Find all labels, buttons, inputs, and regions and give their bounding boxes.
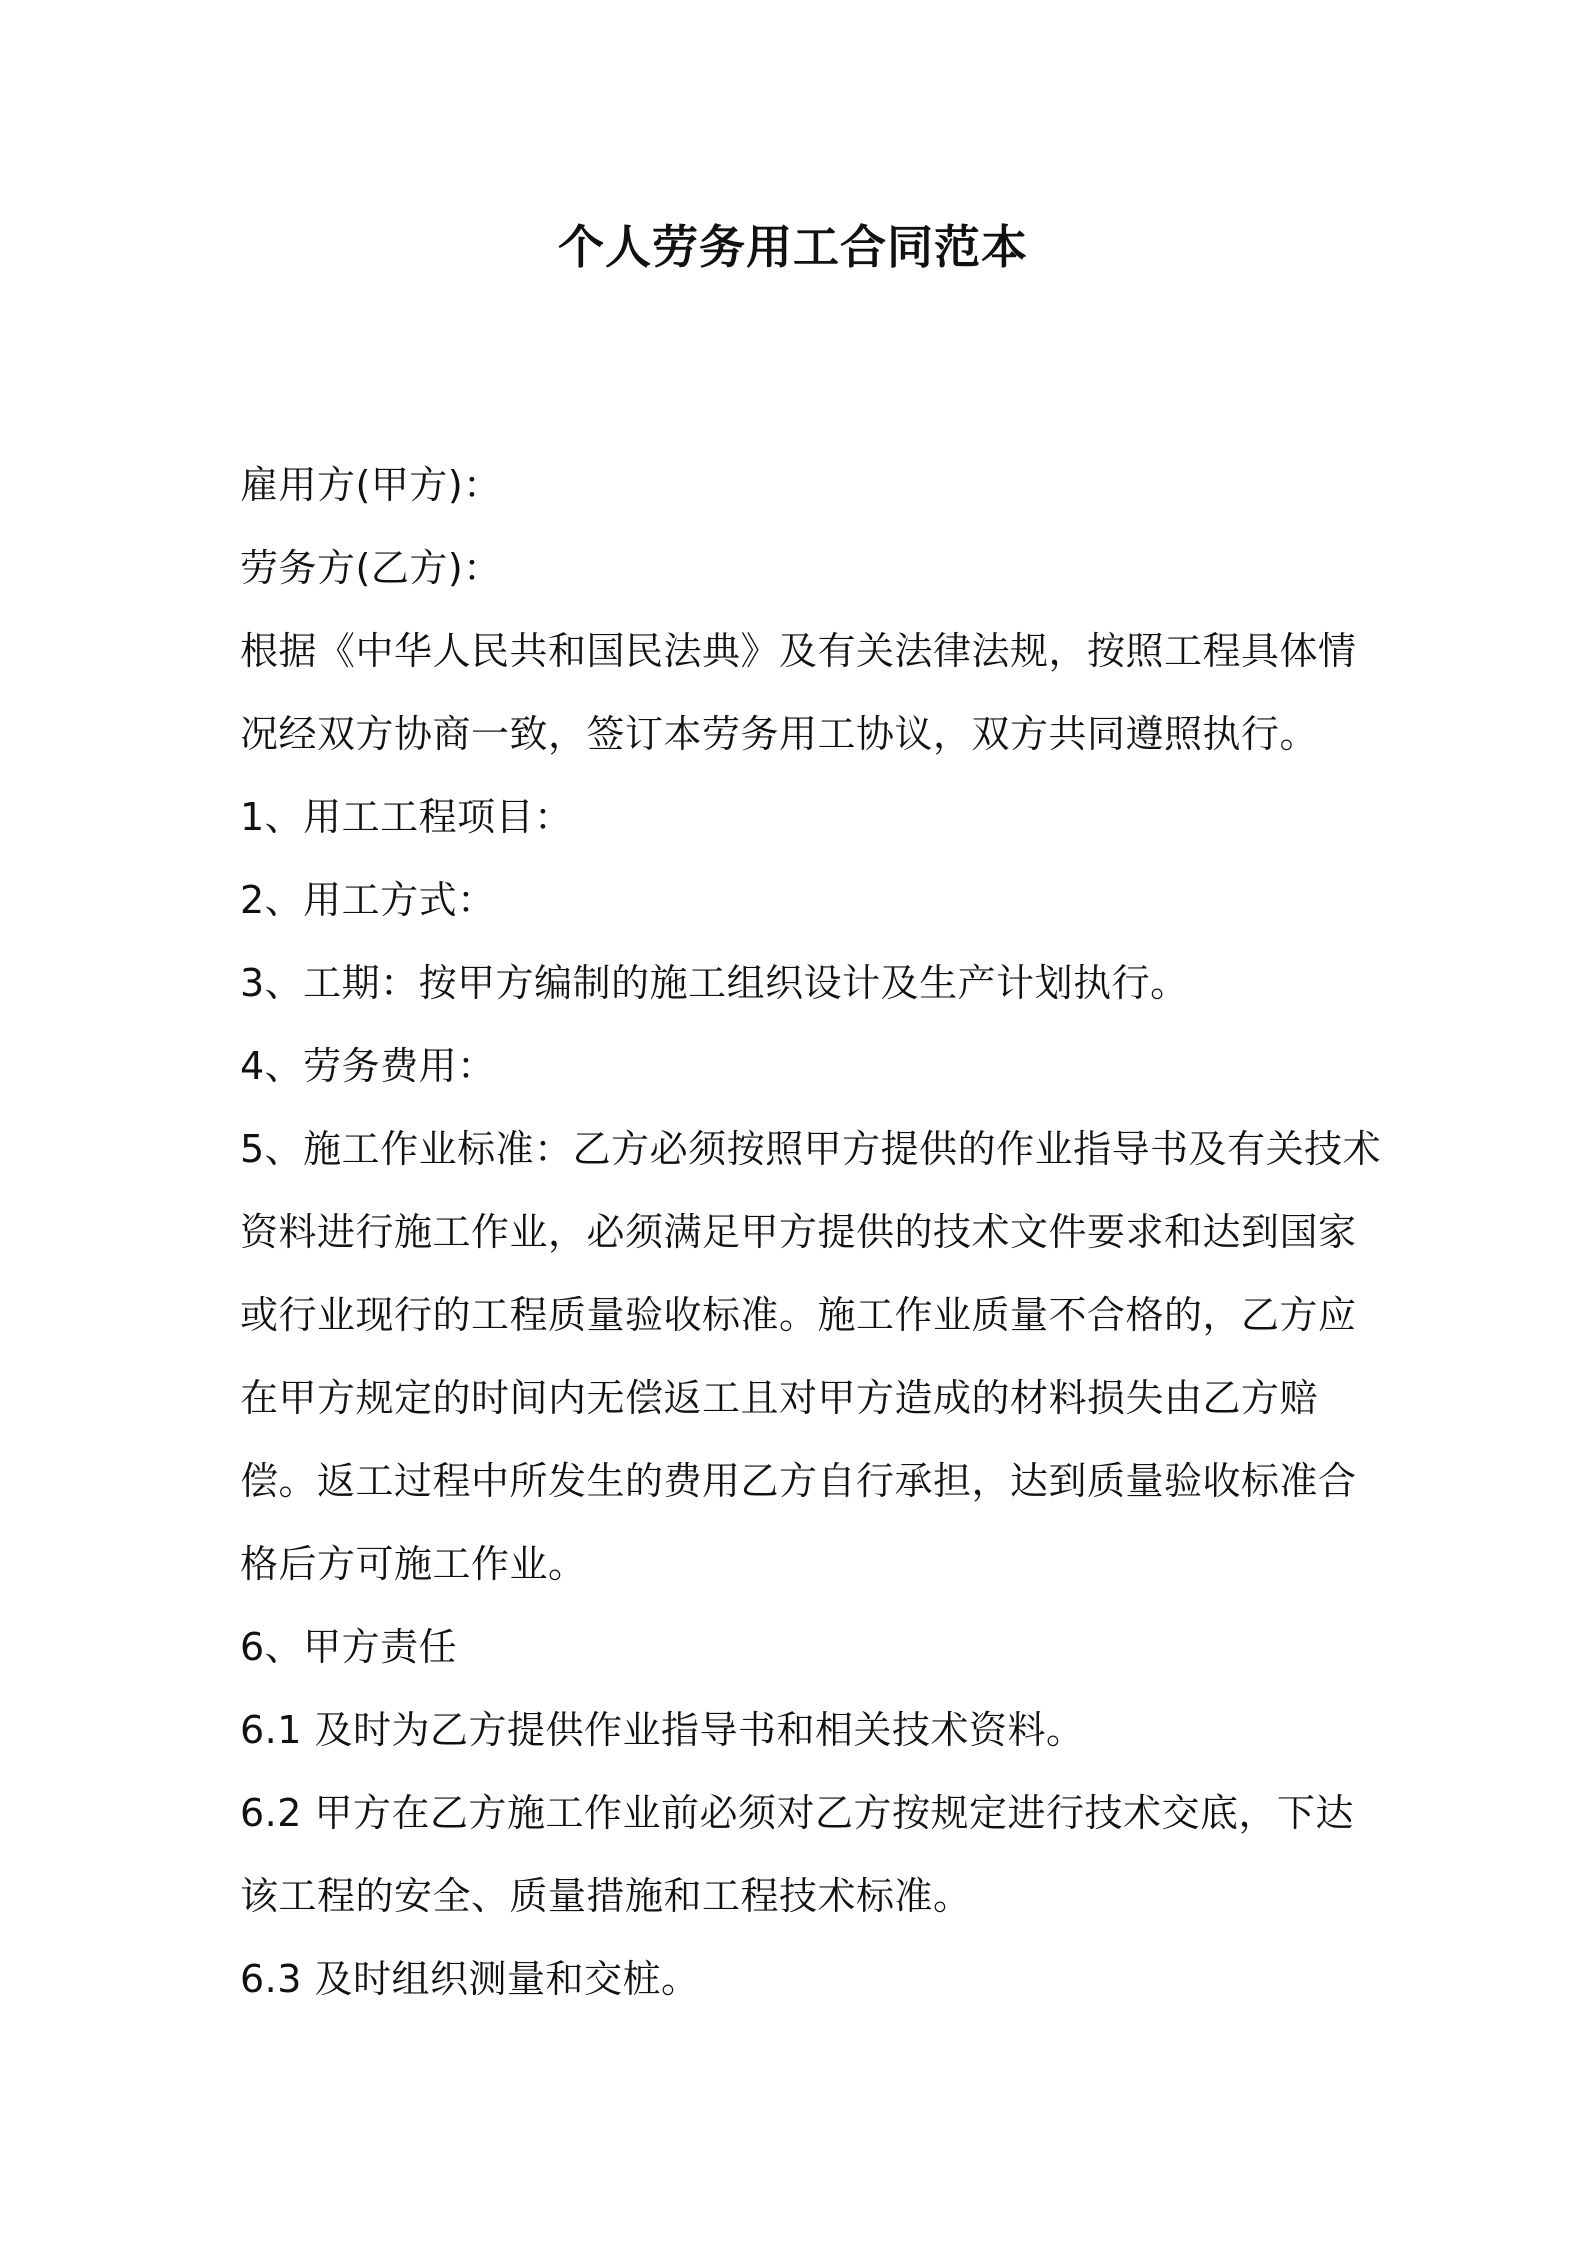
clause-5-line-1: 5、施工作业标准：乙方必须按照甲方提供的作业指导书及有关技术 [240, 1127, 1382, 1171]
clause-6-2-line-2: 该工程的安全、质量措施和工程技术标准。 [240, 1874, 972, 1918]
employer-line: 雇用方(甲方)： [240, 463, 502, 507]
clause-6-3: 6.3 及时组织测量和交桩。 [240, 1957, 700, 2001]
document-title: 个人劳务用工合同范本 [558, 220, 1028, 274]
laborer-line: 劳务方(乙方)： [240, 546, 502, 590]
clause-5-line-3: 或行业现行的工程质量验收标准。施工作业质量不合格的，乙方应 [240, 1293, 1357, 1337]
clause-6-1: 6.1 及时为乙方提供作业指导书和相关技术资料。 [240, 1708, 1085, 1752]
clause-2-method: 2、用工方式： [240, 878, 496, 922]
clause-6-heading: 6、甲方责任 [240, 1625, 458, 1669]
document-body [240, 444, 1382, 2021]
preamble-line-1: 根据《中华人民共和国民法典》及有关法律法规，按照工程具体情 [240, 629, 1357, 673]
preamble-line-2: 况经双方协商一致，签订本劳务用工协议，双方共同遵照执行。 [240, 712, 1319, 756]
clause-1-project: 1、用工工程项目： [240, 795, 573, 839]
clause-5-line-6: 格后方可施工作业。 [240, 1542, 587, 1586]
clause-5-line-2: 资料进行施工作业，必须满足甲方提供的技术文件要求和达到国家 [240, 1210, 1357, 1254]
clause-4-fees: 4、劳务费用： [240, 1044, 496, 1088]
clause-5-line-4: 在甲方规定的时间内无偿返工且对甲方造成的材料损失由乙方赔 [240, 1376, 1319, 1420]
clause-5-line-5: 偿。返工过程中所发生的费用乙方自行承担，达到质量验收标准合 [240, 1459, 1357, 1503]
clause-6-2-line-1: 6.2 甲方在乙方施工作业前必须对乙方按规定进行技术交底，下达 [240, 1791, 1355, 1835]
clause-3-schedule: 3、工期：按甲方编制的施工组织设计及生产计划执行。 [240, 961, 1189, 1005]
